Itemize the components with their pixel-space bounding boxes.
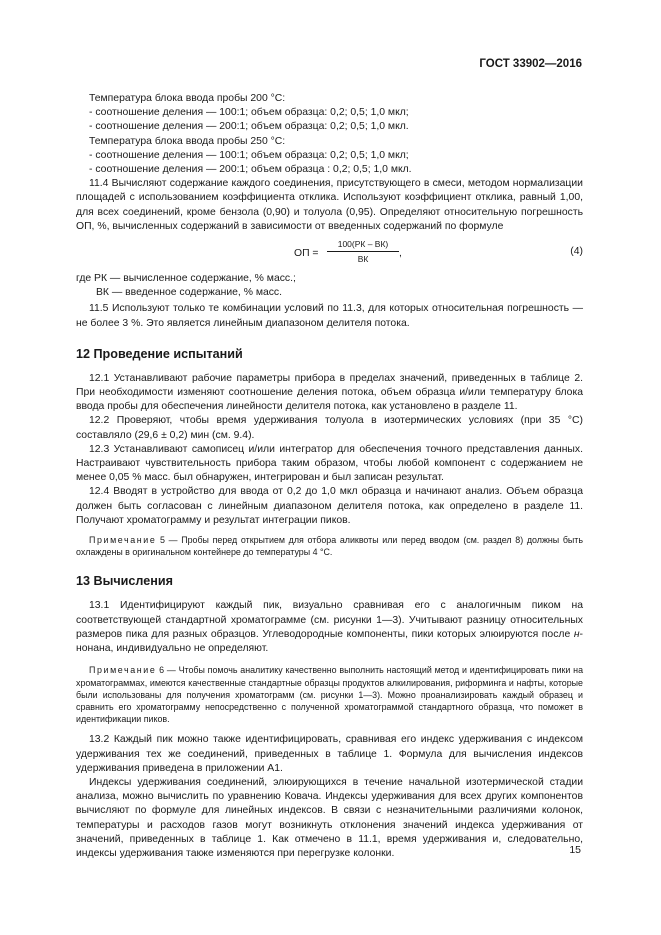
document-standard-id: ГОСТ 33902—2016 (479, 58, 582, 70)
where-vk: ВК — введенное содержание, % масс. (96, 287, 283, 299)
page-number: 15 (569, 844, 581, 856)
formula-numerator: 100(РК – ВК) (327, 238, 399, 252)
formula-lhs: ОП = (294, 248, 319, 260)
formula-comma: , (399, 248, 402, 260)
note-5 (76, 534, 583, 558)
paragraph-13-1 (76, 599, 583, 656)
paragraph-11-4: 11.4 Вычисляют содержание каждого соединения, присутствующего в смеси, методом нормализации площадей с использованием коэффициента отклика. Используют коэффициент отклика, равный 1,00, для всех соединений, кроме бензола (0,90) и толуола (0,95). Определяют относительную погрешность ОП, %, вычисленных содержаний в зависимости от введенных содержаний по формуле (76, 178, 583, 232)
formula-number: (4) (570, 246, 583, 258)
temperature-200-heading: Температура блока ввода пробы 200 °С: (89, 93, 286, 104)
where-pk: где РК — вычисленное содержание, % масс.; (76, 273, 296, 285)
section-12-title: 12 Проведение испытаний (76, 346, 243, 361)
paragraph-13-1-italic: н (573, 628, 580, 640)
note-5-label: Примечание (89, 535, 157, 546)
temperature-250-item-2: - соотношение деления — 200:1; объем образца : 0,2; 0,5; 1,0 мкл. (89, 164, 412, 176)
paragraph-13-1-part-2: -нонана, индивидуально не определяют. (76, 628, 583, 655)
temperature-200-item-1: - соотношение деления — 100:1; объем образца: 0,2; 0,5; 1,0 мкл; (89, 107, 409, 119)
section-13-title: 13 Вычисления (76, 574, 173, 589)
paragraph-12-3: 12.3 Устанавливают самописец и/или интегратор для обеспечения точного представления данных. Настраивают чувствительность прибора таким образом, чтобы любой компонент с содержанием не менее 0,05 % масс. был обнаружен, интегрирован и был записан результат. (76, 443, 583, 484)
note-6-label: Примечание (89, 665, 157, 676)
paragraph-12-4: 12.4 Вводят в устройство для ввода от 0,2 до 1,0 мкл образца и начинают анализ. Объем образца должен быть согласован с линейным диапазоном делителя потока, как определено в разделе 11. Получают хроматограмму и результат интеграции пиков. (76, 486, 583, 526)
temperature-250-item-1: - соотношение деления — 100:1; объем образца: 0,2; 0,5; 1,0 мкл; (89, 149, 409, 161)
formula-4 (76, 238, 583, 270)
temperature-250-heading: Температура блока ввода пробы 250 °С: (89, 135, 286, 147)
note-5-text: 5 — Пробы перед открытием для отбора аликвоты или перед вводом (см. раздел 8) должны быть охлаждены в оригинальном контейнере до температуры 4 °С. (76, 535, 583, 558)
temperature-200-item-2: - соотношение деления — 200:1; объем образца: 0,2; 0,5; 1,0 мкл. (89, 121, 409, 133)
formula-denominator: ВК (357, 254, 369, 265)
note-6 (76, 664, 583, 725)
paragraph-13-2-continued: Индексы удерживания соединений, элюирующихся в течение начальной изотермической стадии анализа, можно вычислить по уравнению Ковача. Индексы удерживания для всех других компонентов вычисляют по формуле для линейных индексов. В связи с незначительными различиями колонок, температуры и расходов газов могут возникнуть отклонения значений индекса удерживания от значений, приведенных в таблице 1. Как отмечено в 11.1, время удерживания и, следовательно, индексы удерживания также изменяются при перегрузке колонки. (76, 776, 583, 859)
paragraph-13-2: 13.2 Каждый пик можно также идентифицировать, сравнивая его индекс удерживания с индексом удерживания тех же соединений, приведенных в таблице 1. Формула для вычисления индексов удерживания приведена в приложении А1. (76, 734, 583, 774)
paragraph-13-1-part-1: 13.1 Идентифицируют каждый пик, визуально сравнивая его с аналогичным пиком на соответствующей стандартной хроматограмме (см. рисунки 1—3). Учитывают разницу относительных размеров пика для разных образцов. Углеводородные компоненты, пики которых элюируются после (76, 600, 583, 640)
paragraph-11-5: 11.5 Используют только те комбинации условий по 11.3, для которых относительная погрешность — не более 3 %. Это является линейным диапазоном делителя потока. (76, 303, 583, 329)
formula-fraction (327, 238, 399, 265)
paragraph-12-2: 12.2 Проверяют, чтобы время удерживания толуола в изотермических условиях (при 35 °С) составляло (29,6 ± 0,2) мин (см. 9.4). (76, 415, 583, 441)
note-6-text: 6 — Чтобы помочь аналитику качественно выполнить настоящий метод и идентифицировать пики на хроматограммах, имеются качественные стандартные образцы продуктов алкилирования, риформинга и нафты, которые были использованы для получения хроматограмм (см. рисунки 1—3). Можно проанализировать каждый образец и сравнить его хроматограмму непосредственно с полученной хроматограммой стандартного образца, что поможет в идентификации пиков. (76, 665, 583, 725)
page-content (76, 92, 583, 861)
paragraph-12-1: 12.1 Устанавливают рабочие параметры прибора в пределах значений, приведенных в таблице 2. При необходимости изменяют соотношение деления потока, объем образца и/или температуру блока ввода пробы для обеспечения линейности делителя потока, как установлено в разделе 11. (76, 372, 583, 413)
